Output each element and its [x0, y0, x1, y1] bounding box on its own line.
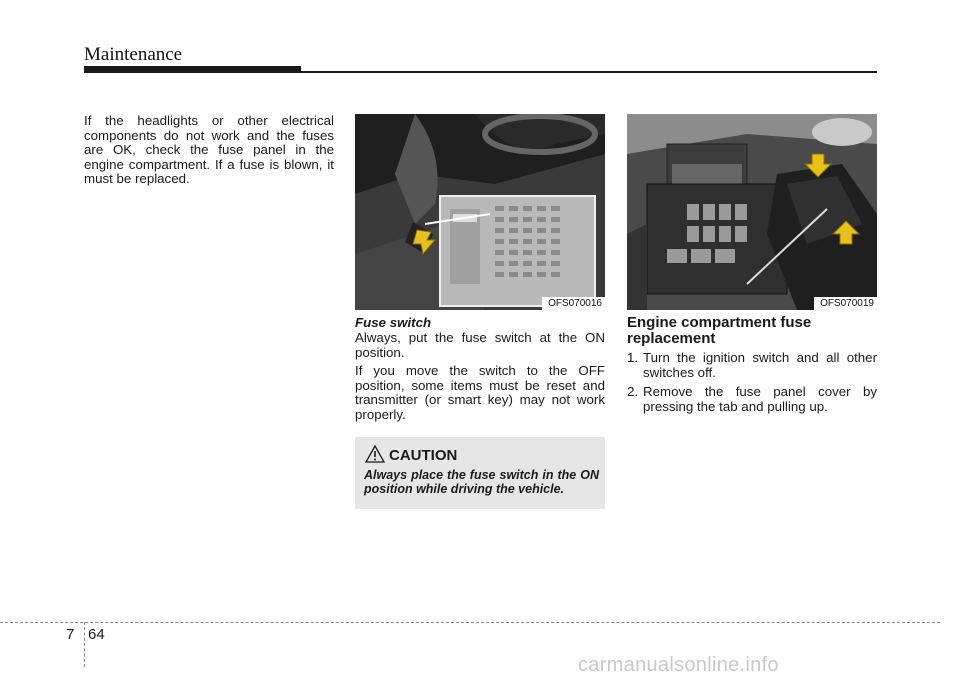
engine-fuse-section-title: Engine compartment fuse replacement	[627, 314, 812, 347]
footer-rule	[0, 622, 940, 623]
step-text: Remove the fuse panel cover by pressing the tab and pulling up.	[643, 384, 877, 414]
caution-text: Always place the fuse switch in the ON position while driving the vehicle.	[364, 468, 599, 496]
interior-fuse-panel-illustration	[355, 114, 605, 310]
engine-compartment-illustration	[627, 114, 877, 310]
caution-box	[355, 437, 605, 509]
chapter-number: 7	[66, 626, 75, 643]
intro-paragraph: If the headlights or other electrical components do not work and the fuses are OK, check the fuse panel in the engine compartment. If a fuse is blown, it must be replaced.	[84, 113, 334, 187]
step-number: 1.	[627, 350, 639, 365]
page-header-title: Maintenance	[84, 44, 183, 65]
header-rule-thick	[84, 66, 301, 73]
fuse-switch-figure	[355, 114, 605, 310]
site-watermark: carmanualsonline.info	[578, 654, 779, 676]
header-rule-thin	[301, 71, 877, 73]
step-number: 2.	[627, 384, 639, 400]
step-item	[627, 351, 877, 380]
figure-caption: OFS070019	[814, 297, 877, 310]
fuse-switch-para-1: Always, put the fuse switch at the ON position.	[355, 330, 605, 360]
fuse-switch-body	[355, 331, 605, 427]
page-number: 64	[88, 626, 105, 643]
warning-triangle-icon	[365, 445, 385, 463]
figure-caption: OFS070016	[542, 297, 605, 310]
footer-divider	[84, 622, 85, 667]
step-item	[627, 385, 877, 414]
step-text: Turn the ignition switch and all other switches off.	[643, 350, 877, 380]
caution-title: CAUTION	[389, 447, 458, 464]
fuse-switch-title: Fuse switch	[355, 315, 432, 330]
engine-fuse-figure	[627, 114, 877, 310]
engine-fuse-steps	[627, 351, 877, 419]
fuse-switch-para-2: If you move the switch to the OFF position, some items must be reset and transmitter (or smart key) may not work properly.	[355, 363, 605, 422]
